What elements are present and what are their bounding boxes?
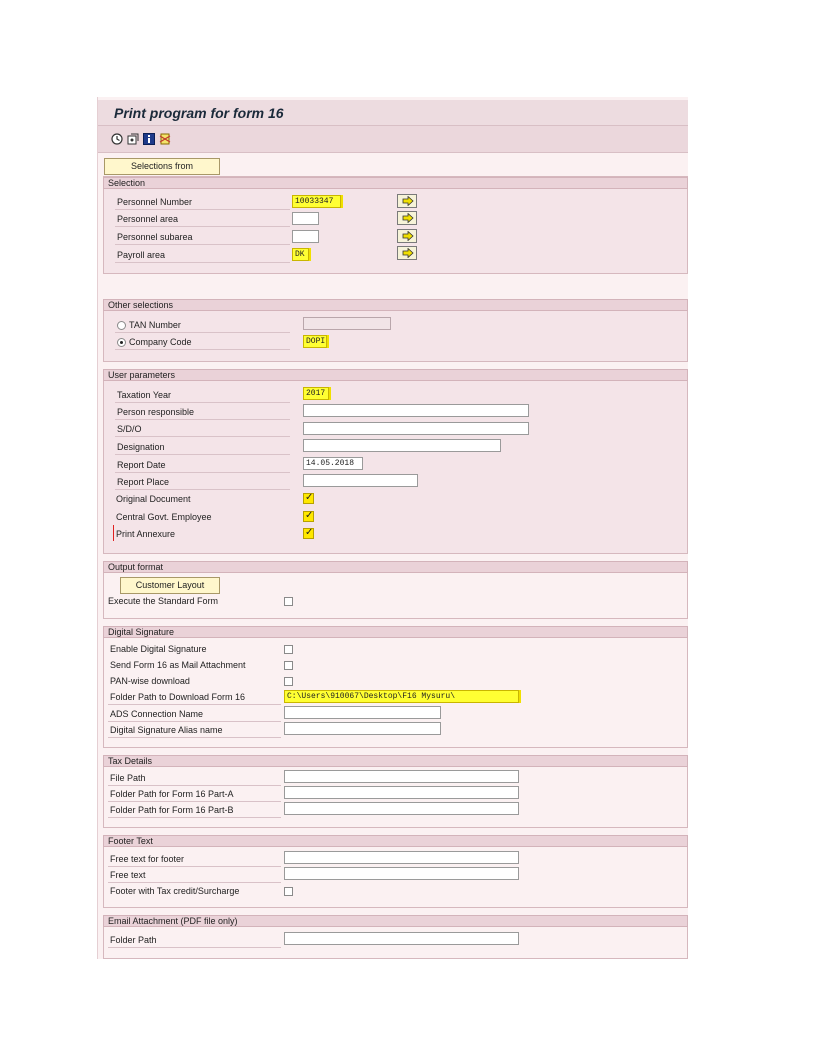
- execute-icon[interactable]: [111, 133, 123, 145]
- folder-path-download-input[interactable]: C:\Users\910067\Desktop\F16 Mysuru\: [284, 690, 519, 703]
- payroll-area-input[interactable]: DK: [292, 248, 309, 261]
- taxation-year-input[interactable]: 2017: [303, 387, 329, 400]
- company-code-label: Company Code: [129, 337, 192, 347]
- footer-text-header: Footer Text: [103, 835, 688, 847]
- multiple-selection-button[interactable]: [397, 229, 417, 243]
- enable-digital-signature-checkbox[interactable]: [284, 645, 293, 654]
- central-govt-employee-label: Central Govt. Employee: [116, 512, 212, 522]
- row-underline: [115, 402, 290, 403]
- title-bar: [98, 100, 688, 126]
- email-folder-path-label: Folder Path: [110, 935, 157, 945]
- program-documentation-icon[interactable]: [159, 133, 171, 145]
- row-underline: [115, 244, 290, 245]
- designation-label: Designation: [117, 442, 165, 452]
- sap-window: [97, 97, 688, 959]
- row-underline: [115, 454, 290, 455]
- report-date-input[interactable]: 14.05.2018: [303, 457, 363, 470]
- row-underline: [108, 866, 281, 867]
- row-underline: [108, 737, 281, 738]
- other-selections-header: Other selections: [103, 299, 688, 311]
- tax-details-header: Tax Details: [103, 755, 688, 767]
- personnel-area-input[interactable]: [292, 212, 319, 225]
- row-underline: [115, 349, 290, 350]
- row-underline: [108, 721, 281, 722]
- page-title: Print program for form 16: [114, 105, 284, 121]
- output-format-header: Output format: [103, 561, 688, 573]
- folder-path-download-label: Folder Path to Download Form 16: [110, 692, 246, 702]
- report-place-label: Report Place: [117, 477, 170, 487]
- report-place-input[interactable]: [303, 474, 418, 487]
- arrow-right-icon: [402, 248, 414, 258]
- multiple-selection-button[interactable]: [397, 211, 417, 225]
- row-underline: [108, 785, 281, 786]
- selections-from-button[interactable]: Selections from: [104, 158, 220, 175]
- file-path-label: File Path: [110, 773, 146, 783]
- free-text-footer-label: Free text for footer: [110, 854, 185, 864]
- user-parameters-header: User parameters: [103, 369, 688, 381]
- free-text-input[interactable]: [284, 867, 519, 880]
- row-underline: [115, 262, 290, 263]
- person-responsible-label: Person responsible: [117, 407, 195, 417]
- multiple-selection-button[interactable]: [397, 246, 417, 260]
- print-annexure-checkbox[interactable]: [303, 528, 314, 539]
- row-underline: [115, 332, 290, 333]
- get-variant-icon[interactable]: [127, 133, 139, 145]
- row-underline: [115, 489, 290, 490]
- row-underline: [115, 436, 290, 437]
- row-underline: [108, 947, 281, 948]
- company-code-radio[interactable]: [117, 338, 126, 347]
- digital-signature-alias-input[interactable]: [284, 722, 441, 735]
- pan-wise-download-checkbox[interactable]: [284, 677, 293, 686]
- footer-tax-credit-checkbox[interactable]: [284, 887, 293, 896]
- print-annexure-label: Print Annexure: [116, 529, 176, 539]
- folder-path-part-a-label: Folder Path for Form 16 Part-A: [110, 789, 234, 799]
- arrow-right-icon: [402, 231, 414, 241]
- payroll-area-label: Payroll area: [117, 250, 166, 260]
- pan-wise-download-label: PAN-wise download: [110, 676, 190, 686]
- application-toolbar: [98, 126, 688, 153]
- ads-connection-name-input[interactable]: [284, 706, 441, 719]
- arrow-right-icon: [402, 196, 414, 206]
- execute-standard-form-checkbox[interactable]: [284, 597, 293, 606]
- designation-input[interactable]: [303, 439, 501, 452]
- free-text-label: Free text: [110, 870, 146, 880]
- row-underline: [108, 817, 281, 818]
- tan-number-radio[interactable]: [117, 321, 126, 330]
- selection-section: [103, 176, 688, 274]
- enable-digital-signature-label: Enable Digital Signature: [110, 644, 207, 654]
- folder-path-part-b-input[interactable]: [284, 802, 519, 815]
- footer-tax-credit-label: Footer with Tax credit/Surcharge: [110, 886, 240, 896]
- personnel-subarea-input[interactable]: [292, 230, 319, 243]
- free-text-footer-input[interactable]: [284, 851, 519, 864]
- folder-path-part-a-input[interactable]: [284, 786, 519, 799]
- info-icon[interactable]: [143, 133, 155, 145]
- taxation-year-label: Taxation Year: [117, 390, 172, 400]
- focus-marker: [113, 525, 114, 541]
- company-code-input[interactable]: DOPI: [303, 335, 327, 348]
- row-underline: [115, 209, 290, 210]
- row-underline: [108, 704, 281, 705]
- customer-layout-button[interactable]: Customer Layout: [120, 577, 220, 594]
- digital-signature-header: Digital Signature: [103, 626, 688, 638]
- arrow-right-icon: [402, 213, 414, 223]
- sdo-label: S/D/O: [117, 424, 142, 434]
- sdo-input[interactable]: [303, 422, 529, 435]
- tan-number-input[interactable]: [303, 317, 391, 330]
- personnel-area-label: Personnel area: [117, 214, 179, 224]
- user-parameters-section: [103, 369, 688, 554]
- personnel-subarea-label: Personnel subarea: [117, 232, 193, 242]
- row-underline: [115, 419, 290, 420]
- execute-standard-form-label: Execute the Standard Form: [108, 596, 219, 606]
- email-attachment-header: Email Attachment (PDF file only): [103, 915, 688, 927]
- tan-number-label: TAN Number: [129, 320, 181, 330]
- selection-header: Selection: [103, 177, 688, 189]
- folder-path-part-b-label: Folder Path for Form 16 Part-B: [110, 805, 234, 815]
- person-responsible-input[interactable]: [303, 404, 529, 417]
- central-govt-employee-checkbox[interactable]: [303, 511, 314, 522]
- email-folder-path-input[interactable]: [284, 932, 519, 945]
- row-underline: [115, 226, 290, 227]
- ads-connection-name-label: ADS Connection Name: [110, 709, 204, 719]
- row-underline: [108, 882, 281, 883]
- send-form16-mail-label: Send Form 16 as Mail Attachment: [110, 660, 246, 670]
- original-document-label: Original Document: [116, 494, 191, 504]
- report-date-label: Report Date: [117, 460, 166, 470]
- send-form16-mail-checkbox[interactable]: [284, 661, 293, 670]
- personnel-number-label: Personnel Number: [117, 197, 193, 207]
- personnel-number-input[interactable]: 10033347: [292, 195, 341, 208]
- multiple-selection-button[interactable]: [397, 194, 417, 208]
- original-document-checkbox[interactable]: [303, 493, 314, 504]
- digital-signature-alias-label: Digital Signature Alias name: [110, 725, 223, 735]
- row-underline: [108, 801, 281, 802]
- row-underline: [115, 472, 290, 473]
- file-path-input[interactable]: [284, 770, 519, 783]
